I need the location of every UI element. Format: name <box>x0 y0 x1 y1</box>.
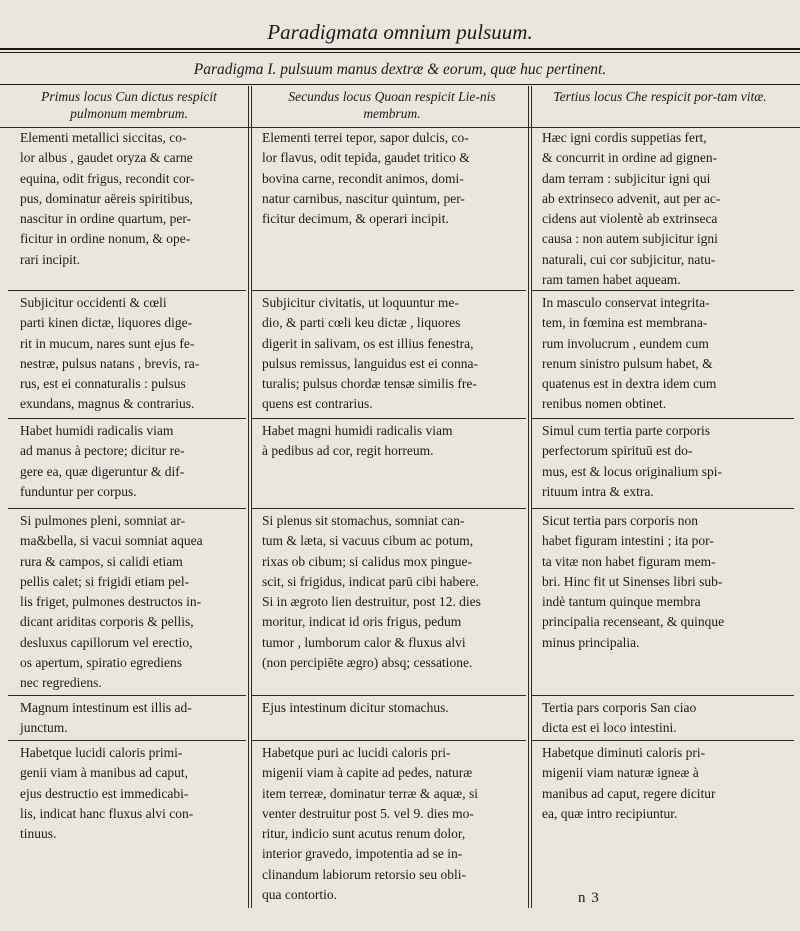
column-header-tertius: Tertius locus Che respicit por-tam vitæ. <box>553 89 767 104</box>
signature-mark: n 3 <box>578 890 600 906</box>
row-rule <box>532 290 794 291</box>
row-rule <box>252 740 526 741</box>
cell-3-4: Sicut tertia pars corporis non habet figuram intestini ; ita por- ta vitæ non habet figuram mem- bri. Hinc fit ut Sinenses libri sub- indè tantum quinque membra principalia recenseant, & quinque minus principalia. <box>542 513 725 650</box>
row-rule <box>252 418 526 419</box>
cell-3-3: Simul cum tertia parte corporis perfectorum spirituū est do- mus, est & locus originalium spi- rituum intra & extra. <box>542 423 722 499</box>
row-rule <box>532 418 794 419</box>
cell-2-2: Subjicitur civitatis, ut loquuntur me- dio, & parti cœli keu dictæ , liquores digerit in salivam, os est illius fenestra, pulsus remissus, languidus est ei conna- turalis; pulsus chordæ tensæ similis fre- quens est contrarius. <box>262 295 478 412</box>
page-title: Paradigmata omnium pulsuum. <box>267 20 533 44</box>
paradigm-heading: Paradigma I. pulsuum manus dextræ & eorum, quæ huc pertinent. <box>193 61 607 78</box>
cell-1-4: Si pulmones pleni, somniat ar- ma&bella, si vacui somniat aquea rura & campos, si calidi etiam pellis calet; si frigidi etiam pel- lis friget, pulmones destructos in- dicant ariditas corporis & pellis, desluxus capillorum vel erectio, os apertum, spiratio egrediens nec regrediens. <box>20 513 203 691</box>
row-rule <box>532 508 794 509</box>
row-rule <box>252 695 526 696</box>
cell-2-6: Habetque puri ac lucidi caloris pri- migenii viam à capite ad pedes, naturæ item terreæ, dominatur terræ & aquæ, si venter destruitur post 5. vel 9. dies mo- ritur, indicio sunt acutus renum dolor, interior gravedo, impotentia ad se in- clinandum labiorum retorsio seu obli- qua contortio. <box>262 745 478 903</box>
column-header-primus: Primus locus Cun dictus respicit pulmonum membrum. <box>41 89 217 121</box>
column-divider <box>248 86 252 908</box>
row-rule <box>8 418 246 419</box>
title-rule <box>0 48 800 50</box>
cell-2-3: Habet magni humidi radicalis viam à pedibus ad cor, regit horreum. <box>262 423 453 459</box>
cell-1-5: Magnum intestinum est illis ad- junctum. <box>20 700 192 736</box>
row-rule <box>532 740 794 741</box>
cell-3-2: In masculo conservat integrita- tem, in fœmina est membrana- rum involucrum , eundem cum renum sinistro pulsum habet, & quatenus est in dextra idem cum renibus nomen obtinet. <box>542 295 717 412</box>
row-rule <box>8 508 246 509</box>
cell-1-3: Habet humidi radicalis viam ad manus à pectore; dicitur re- gere ea, quæ digeruntur & dif- funduntur per corpus. <box>20 423 185 499</box>
cell-3-1: Hæc igni cordis suppetias fert, & concurrit in ordine ad gignen- dam terram : subjicitur igni qui ab extrinseco advenit, aut per ac- cidens aut violentè ab extrinseca causa : non autem subjicitur igni naturali, cui cor subjicitur, natu- ram tamen habet aqueam. <box>542 130 721 288</box>
cell-1-6: Habetque lucidi caloris primi- genii viam à manibus ad caput, ejus destructio est immedicabi- lis, indicat hanc fluxus alvi con- tinuus. <box>20 745 194 842</box>
cell-2-1: Elementi terrei tepor, sapor dulcis, co- lor flavus, odit tepida, gaudet tritico & bovina carne, recondit animos, domi- natur carnibus, nascitur quintum, per- ficitur decimum, & operari incipit. <box>262 130 470 227</box>
row-rule <box>8 695 246 696</box>
cell-1-1: Elementi metallici siccitas, co- lor albus , gaudet oryza & carne equina, odit frigus, recondit cor- pus, dominatur aëreis spiritibus, nascitur in ordine quartum, per- ficitur in ordine nonum, & ope- rari incipit. <box>20 130 195 267</box>
column-divider <box>528 86 532 908</box>
title-rule-thin <box>0 52 800 53</box>
column-header-secundus: Secundus locus Quoan respicit Lie-nis membrum. <box>288 89 496 121</box>
subtitle-rule <box>0 84 800 85</box>
row-rule <box>8 290 246 291</box>
row-rule <box>252 290 526 291</box>
cell-2-5: Ejus intestinum dicitur stomachus. <box>262 700 449 715</box>
cell-1-2: Subjicitur occidenti & cœli parti kinen dictæ, liquores dige- rit in mucum, nares sunt ejus fe- nestræ, pulsus natans , brevis, ra- rus, est ei connaturalis : pulsus exundans, magnus & contrarius. <box>20 295 200 412</box>
row-rule <box>532 695 794 696</box>
cell-2-4: Si plenus sit stomachus, somniat can- tum & læta, si vacuus cibum ac potum, rixas ob cibum; si calidus mox pingue- scit, si frigidus, indicat parū cibi habere. Si in ægroto lien destruitur, post 12. dies moritur, indicat id oris frigus, pedum tumor , lumborum calor & fluxus alvi (non percipiēte ægro) absq; cessatione. <box>262 513 481 671</box>
row-rule <box>252 508 526 509</box>
cell-3-6: Habetque diminuti caloris pri- migenii viam naturæ igneæ à manibus ad caput, regere dicitur ea, quæ intro recipiuntur. <box>542 745 716 821</box>
cell-3-5: Tertia pars corporis San ciao dicta est ei loco intestini. <box>542 700 697 736</box>
row-rule <box>8 740 246 741</box>
